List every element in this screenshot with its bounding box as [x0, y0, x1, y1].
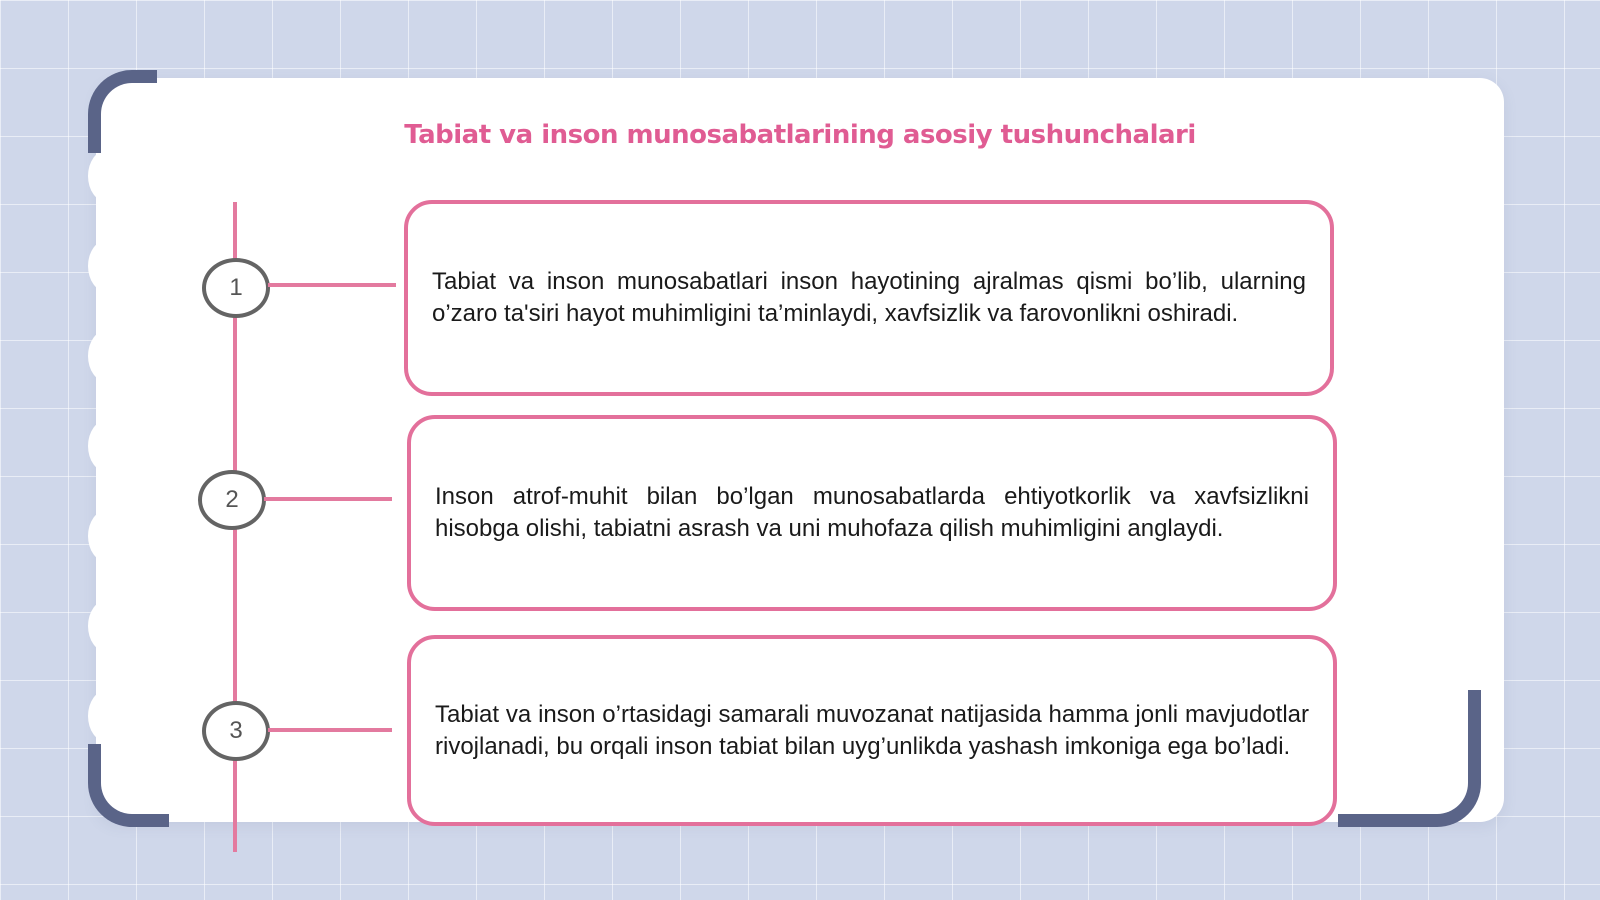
- page-scallop: [88, 600, 126, 652]
- page-scallop: [88, 240, 126, 292]
- text-box-3: [407, 635, 1337, 826]
- timeline-connector: [268, 728, 392, 732]
- text-box-1: [404, 200, 1334, 396]
- page-scallop: [88, 150, 126, 202]
- corner-bracket-bottom-right: [1338, 690, 1481, 827]
- step-number-2: 2: [198, 470, 266, 530]
- page-scallop: [88, 420, 126, 472]
- page-scallop: [88, 510, 126, 562]
- step-number-1: 1: [202, 258, 270, 318]
- page-scallop: [88, 690, 126, 742]
- step-number-3: 3: [202, 701, 270, 761]
- item-text-2: Inson atrof-muhit bilan bo’lgan munosabatlarda ehtiyotkorlik va xavfsizlikni hisobga olishi, tabiatni asrash va uni muhofaza qilish muhimligini anglaydi.: [435, 483, 1309, 542]
- slide-title: Tabiat va inson munosabatlarining asosiy tushunchalari: [404, 120, 1196, 150]
- timeline-connector: [268, 283, 396, 287]
- text-box-2: [407, 415, 1337, 611]
- item-text-3: Tabiat va inson o’rtasidagi samarali muvozanat natijasida hamma jonli mavjudotlar rivojlanadi, bu orqali inson tabiat bilan uyg’unlikda yashash imkoniga ega bo’ladi.: [435, 700, 1309, 760]
- page-scallop: [88, 330, 126, 382]
- corner-bracket-bottom-left: [88, 744, 169, 827]
- timeline-connector: [264, 497, 392, 501]
- item-text-1: Tabiat va inson munosabatlari inson hayotining ajralmas qismi bo’lib, ularning o’zaro ta'siri hayot muhimligini ta’minlaydi, xavfsizlik va farovonlikni oshiradi.: [432, 268, 1306, 327]
